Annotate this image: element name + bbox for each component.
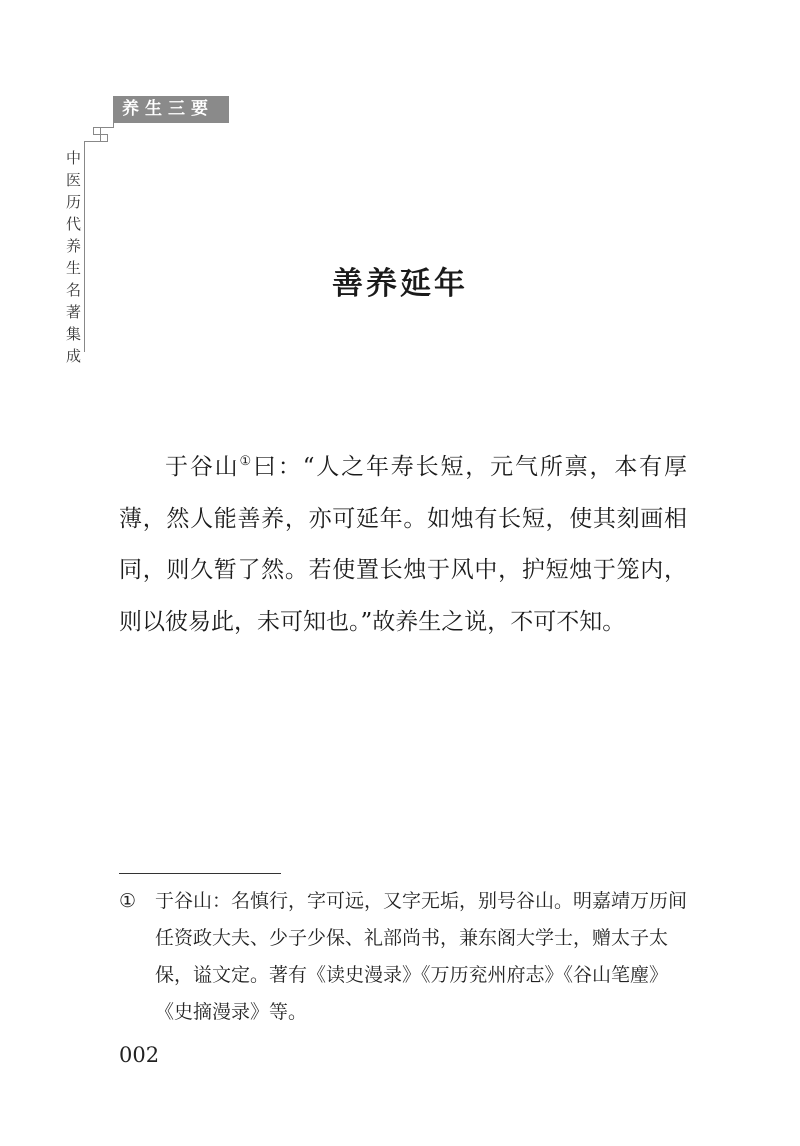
header-bracket-horizontal — [100, 127, 114, 128]
ornament-square-icon — [100, 134, 108, 142]
footnote-divider — [119, 873, 281, 874]
chapter-title: 善养延年 — [332, 266, 468, 302]
margin-rule — [84, 141, 85, 352]
footnote-text: 于谷山：名慎行，字可远，又字无垢，别号谷山。明嘉靖万历间任资政大夫、少子少保、礼部尚书，兼东阁大学士，赠太子太保，谥文定。著有《读史漫录》《万历兖州府志》《谷山笔麈》《史摘漫录》等。 — [155, 890, 688, 1023]
section-header-label: 养生三要 — [113, 96, 229, 123]
body-text: 曰：“人之年寿长短，元气所禀，本有厚薄，然人能善养，亦可延年。如烛有长短，使其刻画相同，则久暂了然。若使置长烛于风中，护短烛于笼内，则以彼易此，未可知也。”故养生之说，不可不知。 — [119, 454, 688, 635]
margin-bracket-horizontal — [84, 141, 101, 142]
footnote — [119, 883, 689, 1031]
body-paragraph — [119, 442, 687, 648]
footnote-reference[interactable]: ① — [239, 454, 254, 469]
series-title-vertical: 中医历代养生名著集成 — [64, 150, 82, 370]
page-number: 002 — [119, 1043, 160, 1067]
footnote-marker: ① — [119, 890, 137, 912]
body-author: 于谷山 — [165, 454, 240, 480]
